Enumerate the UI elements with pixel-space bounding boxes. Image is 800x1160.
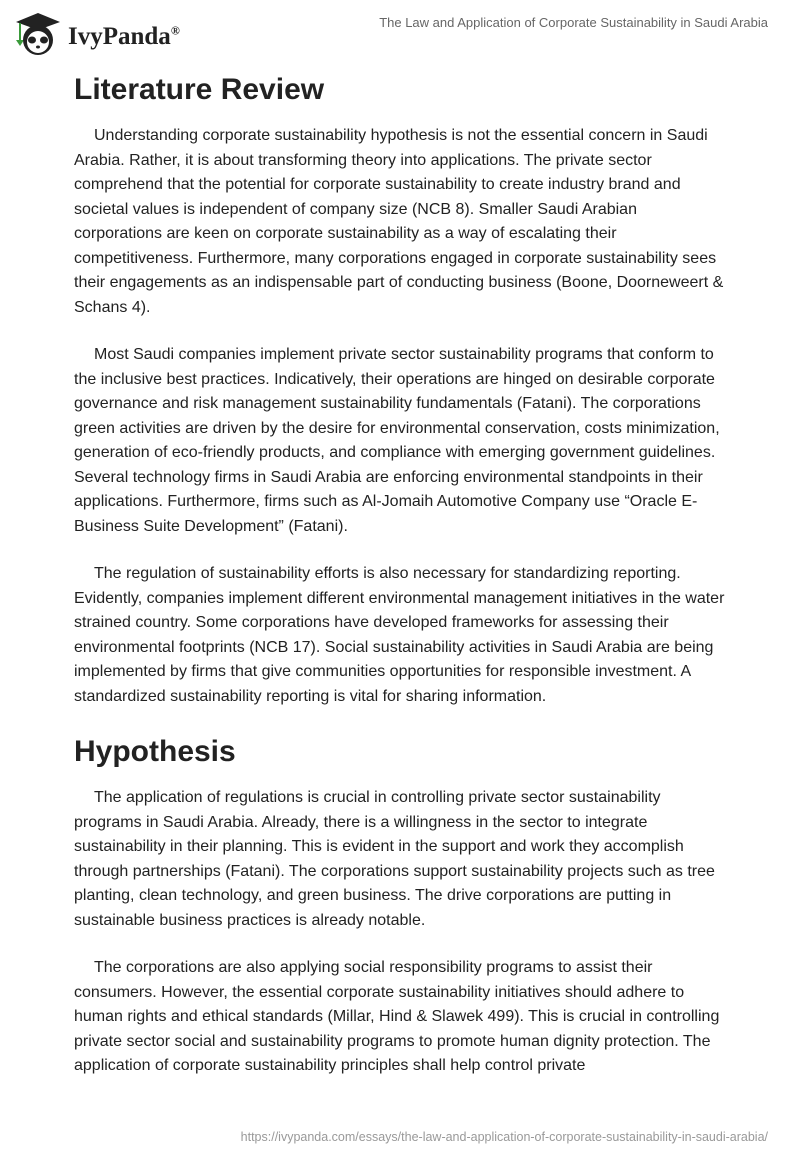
section-heading-hypothesis: Hypothesis: [74, 735, 236, 768]
paragraph: The application of regulations is crucial in controlling private sector sustainability programs in Saudi Arabia. Already, there is a willingness in the sector to integrate sustainability in their planning. This is evident in the support and work they accomplish through partnerships (Fatani). The corporations support sustainability projects such as tree planting, clean technology, and green business. The drive corporations are putting in sustainable business practices is already notable.: [74, 789, 715, 929]
registered-mark: ®: [170, 23, 180, 38]
logo-text: IvyPanda: [68, 23, 171, 50]
paragraph: The regulation of sustainability efforts is also necessary for standardizing reporting. Evidently, companies implement different environmental management initiatives in the water strained country. Some corporations have developed frameworks for assessing their environmental footprints (NCB 17). Social sustainability activities in Saudi Arabia are being implemented by firms that give communities opportunities for responsible investment. A standardized sustainability reporting is vital for sharing information.: [74, 565, 725, 705]
ivypanda-logo[interactable]: [12, 8, 180, 58]
paragraph: Most Saudi companies implement private sector sustainability programs that conform to the inclusive best practices. Indicatively, their operations are hinged on desirable corporate governance and risk management sustainability fundamentals (Fatani). The corporations green activities are driven by the desire for environmental conservation, costs minimization, generation of eco-friendly products, and compliance with emerging government guidelines. Several technology firms in Saudi Arabia are enforcing environmental standpoints in their applications. Furthermore, firms such as Al-Jomaih Automotive Company use “Oracle E-Business Suite Development” (Fatani).: [74, 346, 720, 535]
panda-graduate-icon: [12, 8, 64, 58]
essay-content: [74, 70, 728, 1102]
paragraph: The corporations are also applying social responsibility programs to assist their consumers. However, the essential corporate sustainability initiatives should adhere to human rights and ethical standards (Millar, Hind & Slawek 499). This is crucial in controlling private sector social and sustainability programs to promote human dignity protection. The application of corporate sustainability principles shall help control private: [74, 959, 720, 1074]
section-heading-literature-review: Literature Review: [74, 73, 325, 106]
document-title: The Law and Application of Corporate Sustainability in Saudi Arabia: [379, 15, 768, 30]
source-url[interactable]: https://ivypanda.com/essays/the-law-and-application-of-corporate-sustainability-in-saudi-arabia/: [240, 1130, 768, 1144]
paragraph: Understanding corporate sustainability hypothesis is not the essential concern in Saudi Arabia. Rather, it is about transforming theory into applications. The private sector comprehend that the potential for corporate sustainability to create industry brand and societal values is independent of company size (NCB 8). Smaller Saudi Arabian corporations are keen on corporate sustainability as a way of escalating their competitiveness. Furthermore, many corporations engaged in corporate sustainability sees their engagements as an indispensable part of conducting business (Boone, Doorneweert & Schans 4).: [74, 127, 724, 316]
